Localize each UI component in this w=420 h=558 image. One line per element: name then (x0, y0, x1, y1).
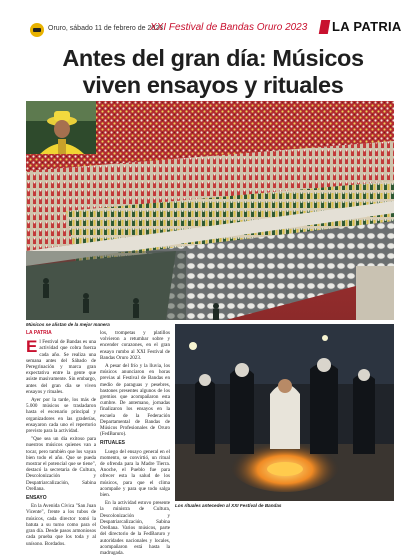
article-paragraph: Ayer por la tarde, los más de 5.000 músicos se trasladaron hasta el escenario principal y organizadores en las graderías, ensayaron cada uno el repertorio previsto para la actividad. (26, 397, 96, 435)
section-icon (30, 23, 44, 37)
headline-line-2: viven ensayos y rituales (82, 72, 344, 98)
subhead-rituales: RITUALES (100, 440, 125, 447)
article-paragraph: Luego del ensayo general en el momento, se convirtió, un ritual de ofrenda para la Madre Tierra. Anoche, el Pueblo fue para ofrecer esta la salud de los músicos, para que el clima acompañe y para que todo salga bien. (100, 448, 170, 499)
article-paragraph: En la Avenida Cívica "San Juan Vicente", frente a los tubos de músicos, cada director tomó la batuta a su turno como para el gran día. Desde pasos armoniosos cada prueba que los toda y al unísono. Bordados. (26, 503, 96, 547)
ritual-photo (175, 324, 394, 501)
drop-cap: E (26, 337, 38, 357)
article-paragraph: los, trompetas y platillos volvieron a retumbar sobre y encender corazones, en el gran ensayo rumbo al XXI Festival de Bandas Oruro 2023. (100, 330, 170, 361)
byline: LA PATRIA (26, 330, 52, 336)
page-header (0, 0, 420, 44)
article-paragraph: A pesar del frío y la lluvia, los músicos anunciaron en horas previas al Festival de Bandas en medio de paraguas y pesebres, bastones presentes algunos de los gremios que acompañaron esta cumbre. De antemano, jornadas finalizaron los ensayos en la escuela de la Federación Departamental de Bandas de Músicos Profesionales de Oruro (FedBaruro). (100, 363, 170, 438)
dateline: Oruro, sábado 11 de febrero de 2023 (48, 25, 164, 32)
article-paragraph: "Que sea un día exitoso para nuestros músicos quienes van a tocar, pero también que los vayan bien todo el año. Que se pueda mostrar el potencial que se tiene", destacó la secretaria de Cultura, Descolonización y Despatriarcalización, Sabina Orellana. (26, 436, 96, 492)
newspaper-logo (320, 19, 402, 34)
article-paragraph: El Festival de Bandas es una actividad que cobra fuerza cada año. Se realiza una semana antes del Sábado de Peregrinación y marca gran expectativa entre la gente que asiste masivamente. Sin embargo, antes del gran día se viven ensayos y rituales. (26, 337, 96, 395)
headline (26, 45, 400, 99)
ritual-photo-caption: Los rituales anteceden al XXI Festival de Bandas (175, 503, 282, 508)
inset-portrait-photo (26, 101, 96, 154)
article-paragraph: En la actividad estuvo presente la ministra de Cultura, Descolonización y Despatriarcalización, Sabina Orellana. Varios músicos, parte del directorio de la FedBaruro y autoridades nacionales y locales, acompañaron está hasta la madrugada. (100, 500, 170, 556)
main-photo-caption: Músicos se alistan de la mejor manera (26, 322, 110, 327)
article-column-1 (26, 330, 96, 549)
subhead-ensayo: ENSAYO (26, 495, 47, 502)
headline-line-1: Antes del gran día: Músicos (62, 45, 364, 71)
logo-mark-icon (319, 20, 330, 34)
section-title: XXI Festival de Bandas Oruro 2023 (150, 22, 308, 33)
logo-text: LA PATRIA (332, 19, 402, 34)
article-column-2 (100, 330, 170, 558)
